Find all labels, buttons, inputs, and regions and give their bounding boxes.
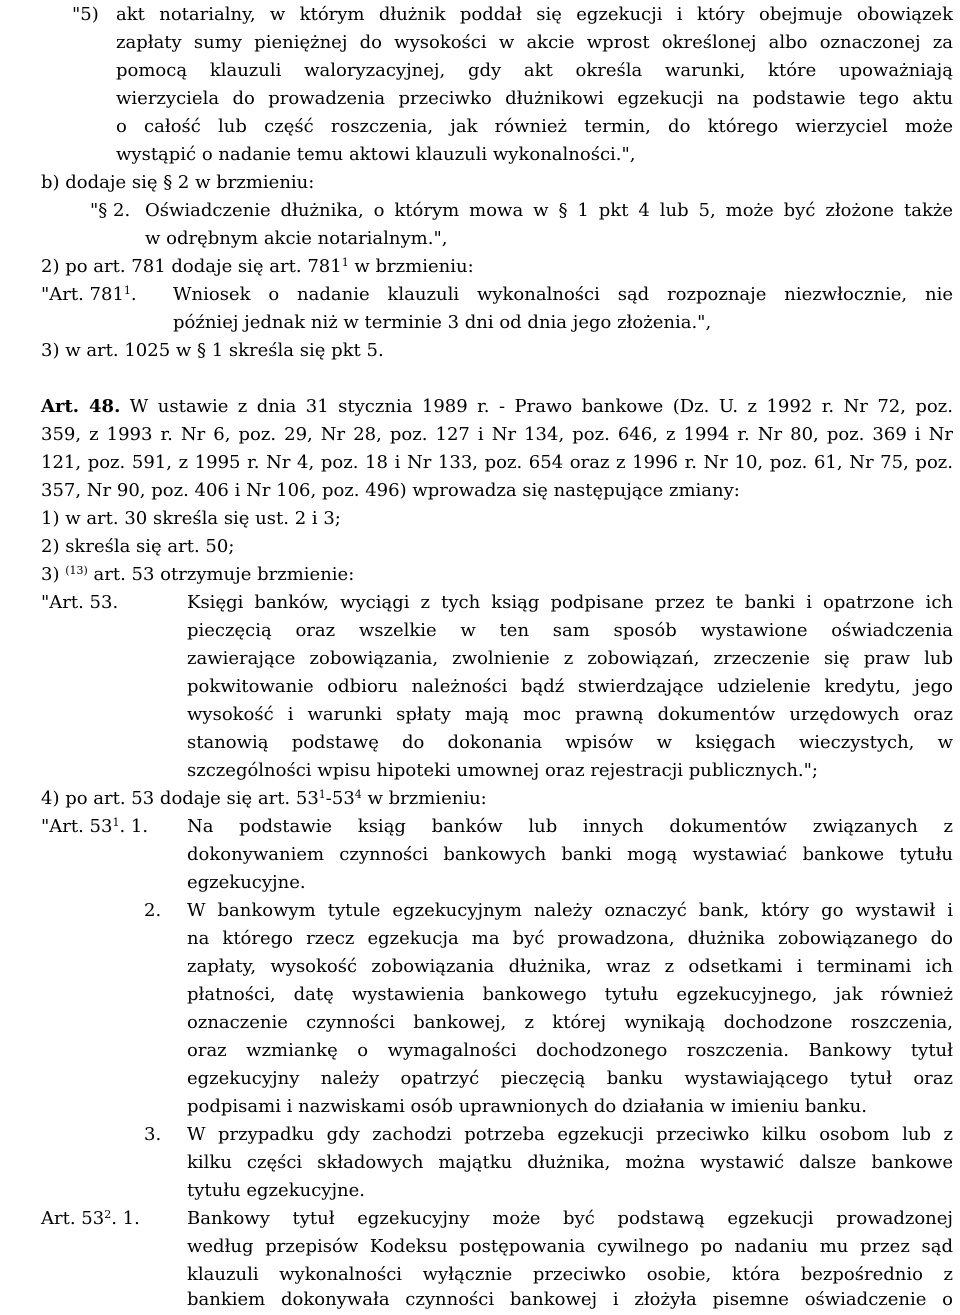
art-53-line: zawierające zobowiązania, zwolnienie z zobowiązań, zrzeczenie się praw lub	[187, 648, 953, 669]
art-53-2-label: Art. $53^2$. 1.	[41, 1208, 140, 1229]
art-53-line: pokwitowanie odbioru należności bądź stwierdzające udzielenie kredytu, jego	[187, 676, 953, 697]
art-53-2-line: Bankowy tytuł egzekucyjny może być podstawą egzekucji prowadzonej	[187, 1208, 953, 1229]
art-53-line: pieczęcią oraz wszelkie w ten sam sposób wystawione oświadczenia	[187, 620, 953, 641]
art-53-1-p3-line: tytułu egzekucyjne.	[187, 1180, 365, 1201]
art-53-2-line: klauzuli wykonalności wyłącznie przeciwko osobie, która bezpośrednio z	[187, 1264, 953, 1285]
art-53-1-p2-line: podpisami i nazwiskami osób uprawnionych do działania w imieniu banku.	[187, 1096, 867, 1117]
list-item: 1) w art. 30 skreśla się ust. 2 i 3;	[41, 508, 341, 529]
art-53-1-p2-label: 2.	[144, 900, 162, 921]
item-5-line: akt notarialny, w którym dłużnik poddał się egzekucji i który obejmuje obowiązek	[116, 4, 953, 25]
art-781-1-label: "Art. $781^1$.	[41, 284, 137, 305]
section-2-label: "§ 2.	[90, 200, 131, 221]
art-53-line: szczególności wpisu hipoteki umownej oraz rejestracji publicznych.";	[187, 760, 818, 781]
art-48-line: 359, z 1993 r. Nr 6, poz. 29, Nr 28, poz. 127 i Nr 134, poz. 646, z 1994 r. Nr 80, poz. 369 i Nr	[41, 424, 953, 445]
list-item: 2) skreśla się art. 50;	[41, 536, 235, 557]
art-53-1-p1-line: Na podstawie ksiąg banków lub innych dokumentów związanych z	[187, 816, 953, 837]
art-53-1-p3-line: W przypadku gdy zachodzi potrzeba egzekucji przeciwko kilku osobom lub z	[187, 1124, 953, 1145]
art-53-1-p1-line: egzekucyjne.	[187, 872, 306, 893]
list-item-3: 3) $^{(13)}$ art. 53 otrzymuje brzmienie:	[41, 564, 355, 585]
art-53-line: stanowią podstawę do dokonania wpisów w księgach wieczystych, w	[187, 732, 953, 753]
item-5-line: wystąpić o nadanie temu aktowi klauzuli wykonalności.",	[116, 144, 636, 165]
item-5-line: wierzyciela do prowadzenia przeciwko dłużnikowi egzekucji na podstawie tego aktu	[116, 88, 953, 109]
art-53-1-p2-line: na którego rzecz egzekucja ma być prowadzona, dłużnika zobowiązanego do	[187, 928, 953, 949]
section-2-line: w odrębnym akcie notarialnym.",	[145, 228, 448, 249]
art-53-1-p3-line: kilku części składowych majątku dłużnika, można wystawić dalsze bankowe	[187, 1152, 953, 1173]
art-53-1-p2-line: oraz wzmiankę o wymagalności dochodzonego roszczenia. Bankowy tytuł	[187, 1040, 953, 1061]
art-48-line: 357, Nr 90, poz. 406 i Nr 106, poz. 496) wprowadza się następujące zmiany:	[41, 480, 740, 501]
art-53-1-p2-line: W bankowym tytule egzekucyjnym należy oznaczyć bank, który go wystawił i	[187, 900, 953, 921]
art-53-1-p2-line: oznaczenie czynności bankowej, z której wynikają dochodzone roszczenia,	[187, 1012, 953, 1033]
point-b-line: b) dodaje się § 2 w brzmieniu:	[41, 172, 315, 193]
art-53-1-label: "Art. $53^1$. 1.	[41, 816, 149, 837]
item-5-line: pomocą klauzuli waloryzacyjnej, gdy akt określa warunki, które upoważniają	[116, 60, 953, 81]
item-5-label: "5)	[72, 4, 99, 25]
art-53-1-p3-label: 3.	[144, 1124, 162, 1145]
art-53-line: wysokość i warunki spłaty mają moc prawną dokumentów urzędowych oraz	[187, 704, 953, 725]
art-53-1-p2-line: egzekucyjny należy opatrzyć pieczęcią banku wystawiającego tytuł oraz	[187, 1068, 953, 1089]
item-5-line: o całość lub część roszczenia, jak również termin, do którego wierzyciel może	[116, 116, 953, 137]
section-2-line: Oświadczenie dłużnika, o którym mowa w § 1 pkt 4 lub 5, może być złożone także	[145, 200, 953, 221]
item-2-line: 2) po art. 781 dodaje się art. $781^1$ w brzmieniu:	[41, 256, 474, 277]
art-53-2-line: bankiem dokonywała czynności bankowej i złożyła pisemne oświadczenie o	[187, 1289, 953, 1310]
art-53-1-p1-line: dokonywaniem czynności bankowych banki mogą wystawiać bankowe tytułu	[187, 844, 953, 865]
item-5-line: zapłaty sumy pieniężnej do wysokości w akcie wprost określonej albo oznaczonej za	[116, 32, 953, 53]
art-48-line: 121, poz. 591, z 1995 r. Nr 4, poz. 18 i Nr 133, poz. 654 oraz z 1996 r. Nr 10, poz. 61, Nr 75, poz.	[41, 452, 953, 473]
art-53-2-line: według przepisów Kodeksu postępowania cywilnego po nadaniu mu przez sąd	[187, 1236, 953, 1257]
art-781-1-line: później jednak niż w terminie 3 dni od dnia jego złożenia.",	[173, 312, 712, 333]
art-48-line: Art. 48. W ustawie z dnia 31 stycznia 1989 r. - Prawo bankowe (Dz. U. z 1992 r. Nr 72, poz.	[41, 396, 953, 417]
list-item-4: 4) po art. 53 dodaje się art. $53^1-53^4$ w brzmieniu:	[41, 788, 487, 809]
art-53-1-p2-line: zapłaty, wysokość zobowiązania dłużnika, wraz z odsetkami i terminami ich	[187, 956, 953, 977]
art-53-label: "Art. 53.	[41, 592, 119, 613]
art-53-line: Księgi banków, wyciągi z tych ksiąg podpisane przez te banki i opatrzone ich	[187, 592, 953, 613]
item-3-line: 3) w art. 1025 w § 1 skreśla się pkt 5.	[41, 340, 384, 361]
art-53-1-p2-line: płatności, datę wystawienia bankowego tytułu egzekucyjnego, jak również	[187, 984, 953, 1005]
art-781-1-line: Wniosek o nadanie klauzuli wykonalności sąd rozpoznaje niezwłocznie, nie	[173, 284, 953, 305]
